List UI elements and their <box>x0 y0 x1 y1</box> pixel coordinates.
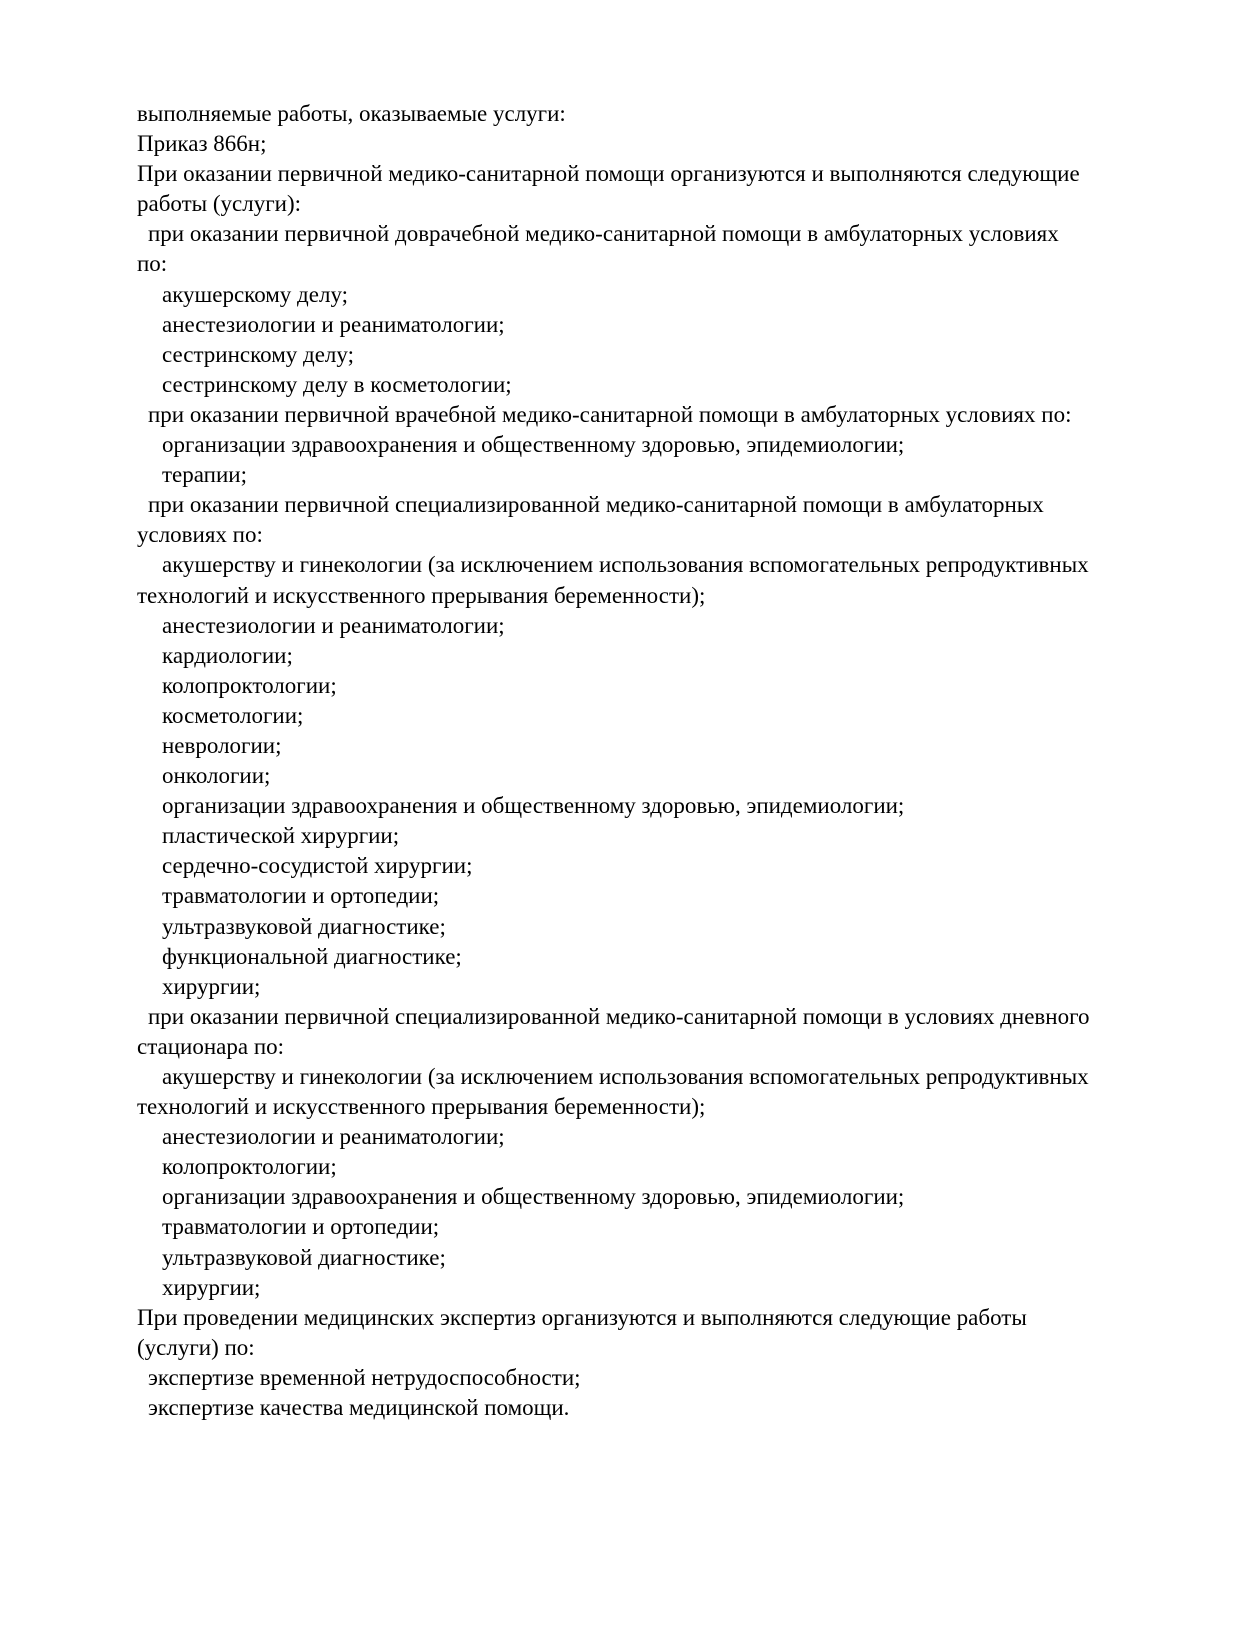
text-line: ультразвуковой диагностике; <box>162 913 446 939</box>
text-line: неврологии; <box>162 732 282 758</box>
text-line: травматологии и ортопедии; <box>162 883 440 909</box>
text-line: (услуги) по: <box>137 1334 255 1360</box>
text-line: акушерскому делу; <box>162 281 349 307</box>
text-line: хирургии; <box>162 1274 261 1300</box>
text-line: акушерству и гинекологии (за исключением использования вспомогательных репродуктивных <box>162 1064 1089 1089</box>
text-line: терапии; <box>162 462 247 488</box>
text-line: функциональной диагностике; <box>162 943 462 969</box>
text-line: анестезиологии и реаниматологии; <box>162 1124 505 1150</box>
text-line: колопроктологии; <box>162 1154 337 1180</box>
text-line: организации здравоохранения и общественному здоровью, эпидемиологии; <box>162 793 905 819</box>
text-line: выполняемые работы, оказываемые услуги: <box>137 101 566 126</box>
text-line: сестринскому делу в косметологии; <box>162 371 512 397</box>
text-line: акушерству и гинекологии (за исключением использования вспомогательных репродуктивных <box>162 552 1089 578</box>
text-line: по: <box>137 251 168 277</box>
text-line: при оказании первичной врачебной медико-санитарной помощи в амбулаторных условиях по: <box>148 401 1072 427</box>
text-line: При проведении медицинских экспертиз организуются и выполняются следующие работы <box>137 1304 1027 1330</box>
text-line: экспертизе качества медицинской помощи. <box>148 1395 570 1421</box>
license-works-text-block <box>137 99 1122 1423</box>
text-line: ультразвуковой диагностике; <box>162 1244 446 1270</box>
text-line: работы (услуги): <box>137 191 301 217</box>
text-line: стационара по: <box>137 1033 285 1059</box>
text-line: технологий и искусственного прерывания беременности); <box>137 1094 706 1120</box>
text-line: организации здравоохранения и общественному здоровью, эпидемиологии; <box>162 432 905 458</box>
text-line: колопроктологии; <box>162 672 337 698</box>
text-line: пластической хирургии; <box>162 823 400 849</box>
text-line: технологий и искусственного прерывания беременности); <box>137 582 706 608</box>
text-line: хирургии; <box>162 973 261 999</box>
text-line: Приказ 866н; <box>137 131 267 157</box>
text-line: При оказании первичной медико-санитарной помощи организуются и выполняются следующие <box>137 161 1080 187</box>
text-line: организации здравоохранения и общественному здоровью, эпидемиологии; <box>162 1184 905 1210</box>
text-line: при оказании первичной специализированной медико-санитарной помощи в условиях дневного <box>148 1003 1090 1029</box>
text-line: экспертизе временной нетрудоспособности; <box>148 1364 581 1390</box>
text-line: сестринскому делу; <box>162 341 354 367</box>
text-line: онкологии; <box>162 763 271 789</box>
text-line: кардиологии; <box>162 642 293 668</box>
text-line: анестезиологии и реаниматологии; <box>162 612 505 638</box>
text-line: при оказании первичной специализированной медико-санитарной помощи в амбулаторных <box>148 492 1044 518</box>
text-line: условиях по: <box>137 522 263 548</box>
text-line: косметологии; <box>162 702 304 728</box>
text-line: анестезиологии и реаниматологии; <box>162 311 505 337</box>
text-line: сердечно-сосудистой хирургии; <box>162 853 473 879</box>
text-line: травматологии и ортопедии; <box>162 1214 440 1240</box>
text-line: при оказании первичной доврачебной медико-санитарной помощи в амбулаторных условиях <box>148 221 1059 247</box>
